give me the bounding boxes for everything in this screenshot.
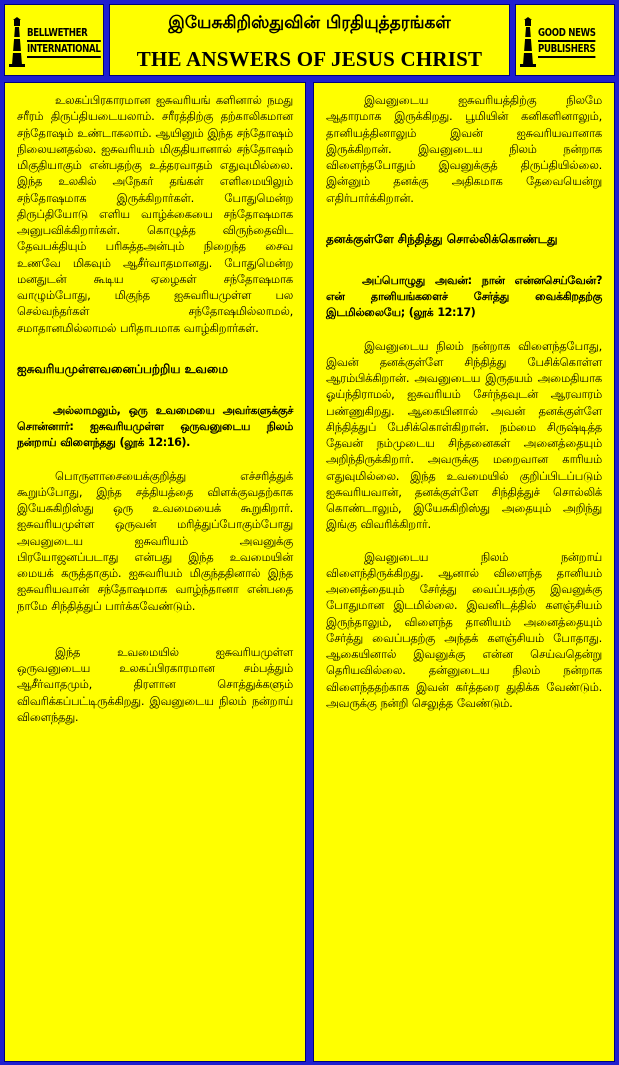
title-tamil: இயேசுகிறிஸ்துவின் பிரதியுத்தரங்கள்: [168, 13, 451, 33]
left-section-heading: ஐசுவரியமுள்ளவனைப்பற்றிய உவமை: [17, 361, 229, 376]
right-paragraph-1: இவனுடைய ஐசுவரியத்திற்கு நிலமே ஆதாரமாக இருக்கிறது. பூமியின் கனிகளினாலும், தானியத்தினாலும் இவன் ஐசுவரியவானாக இருக்கிறான். இவனுடைய நிலம் நன்றாக விளைந்தபோதும் இவனுக்குத் திருப்தியில்லை. இன்னும் தனக்கு அதிகமாக தேவையென்று எதிர்பார்க்கிறான்.: [326, 93, 602, 205]
lighthouse-icon: [520, 17, 536, 67]
title-english: THE ANSWERS OF JESUS CHRIST: [136, 47, 483, 71]
logo-right-line2: PUBLISHERS: [538, 42, 596, 58]
left-paragraph-3: இந்த உவமையில் ஐசுவரியமுள்ள ஒருவனுடைய உலகப்பிரகாரமான சம்பத்தும் ஆசீர்வாதமும், திரளான சொத்துக்களும் விவரிக்கப்பட்டிருக்கிறது. இவனுடைய நிலம் நன்றாய் விளைந்தது.: [17, 644, 293, 724]
logo-right-line1: GOOD NEWS: [538, 26, 596, 42]
left-paragraph-1: உலகப்பிரகாரமான ஐசுவரியங் களினால் நமது சரீரம் திருப்தியடையலாம். சரீரத்திற்கு தற்காலிகமான சந்தோஷம் உண்டாகலாம். ஆயினும் இந்த சந்தோஷம் நிலையனதல்ல. ஐசுவரியம் மிகுதியானால் சந்தோஷம் மிகுதியாகும் என்பதற்கு உத்தரவாதம் எதுவுமில்லை. இந்த உலகில் அநேகர் தங்கள் எளிமையிலும் சந்தோஷமாக இருக்கிறார்கள். போதுமென்ற திருப்தியோடு எளிய வாழ்க்கையை சந்தோஷமாக அனுபவிக்கிறார்கள். கொழுத்த விருந்தைவிட தேவபக்தியும் பரிசுத்தஅன்பும் நிறைந்த சைவ உணவே மிகவும் ஆசீர்வாதமானது. போதுமென்ற மனதுடன் கூடிய ஏழைகள் சந்தோஷமாக வாழும்போது, மிகுந்த ஐசுவரியமுள்ள பல செல்வந்தர்கள் சந்தோஷமில்லாமல், சமாதானமில்லாமல் பரிதாபமாக வாழ்கிறார்கள்.: [17, 93, 293, 335]
left-verse: அல்லாமலும், ஒரு உவமையை அவர்களுக்குச் சொன்னார்: ஐசுவரியமுள்ள ஒருவனுடைய நிலம் நன்றாய் விளைந்தது (லூக் 12:16).: [17, 403, 293, 450]
right-paragraph-2: இவனுடைய நிலம் நன்றாக விளைந்தபோது, இவன் தனக்குள்ளே சிந்தித்து பேசிக்கொள்ள ஆரம்பிக்கிறான். அவனுடைய இருதயம் அமைதியாக ஓய்ந்திராமல், ஐசுவரியம் சேர்ந்தவுடன் ஆரவாரம் பண்ணுகிறது. ஆகையினால் அவன் தனக்குள்ளே சிந்தித்துப் பேசிக்கொள்கிறான். நம்மை சிருஷ்டித்த தேவன் நம்முடைய சிந்தனைகள் அனைத்தையும் அறிந்திருக்கிறார். அவருக்கு மறைவான காரியம் எதுவுமில்லை. இந்த உவமையில் குறிப்பிடப்படும் ஐசுவரியவான், தனக்குள்ளே சிந்தித்துச் சொல்லிக் கொண்டாலும், இயேசுகிறிஸ்து அதையும் அறிந்து இங்கு விவரிக்கிறார்.: [326, 338, 602, 532]
lighthouse-icon: [9, 17, 25, 67]
left-column: [4, 82, 306, 1062]
logo-left-line2: INTERNATIONAL: [27, 42, 100, 58]
right-column: [313, 82, 615, 1062]
left-paragraph-2: பொருளாசையைக்குறித்து எச்சரித்துக் கூறும்போது, இந்த சத்தியத்தை விளக்குவதற்காக இயேசுகிறிஸ்து ஒரு உவமையைக் கூறுகிறார். ஐசுவரியமுள்ள ஒருவன் மரித்துப்போகும்போது அவனுடைய ஐசுவரியம் அவனுக்கு பிரயோஜனப்படாது என்பது இந்த உவமையின் மையக் கருத்தாகும். ஐசுவரியம் மிகுந்ததினால் இந்த ஐசுவரியவான் சந்தோஷமாக வாழ்ந்தானா என்பதை நாமே சிந்தித்துப் பார்க்கவேண்டும்.: [17, 468, 293, 613]
right-verse: அப்பொழுது அவன்: நான் என்னசெய்வேன்? என் தானியங்களைச் சேர்த்து வைக்கிறதற்கு இடமில்லையே; (லூக் 12:17): [326, 273, 602, 320]
right-section-heading: தனக்குள்ளே சிந்தித்து சொல்லிக்கொண்டது: [326, 231, 558, 246]
title-banner: [109, 4, 510, 76]
publisher-logo-right: [515, 4, 615, 76]
logo-left-line1: BELLWETHER: [27, 26, 100, 42]
right-paragraph-3: இவனுடைய நிலம் நன்றாய் விளைந்திருக்கிறது. ஆனால் விளைந்த தானியம் அனைத்தையும் சேர்த்து வைப்பதற்கு இவனுக்கு போதுமான இடமில்லை. இவனிடத்தில் களஞ்சியம் இருந்தாலும், விளைந்த தானியம் அனைத்தையும் சேர்த்து வைப்பதற்கு அந்தக் களஞ்சியம் போதாது. ஆகையினால் இவனுக்கு என்ன செய்வதென்று தெரியவில்லை. தன்னுடைய நிலம் நன்றாக விளைந்ததற்காக இவன் கர்த்தரை துதிக்க வேண்டும். அவருக்கு நன்றி செலுத்த வேண்டும்.: [326, 549, 602, 710]
logo-right-text: [538, 26, 596, 58]
logo-left-text: [27, 26, 100, 58]
publisher-logo-left: [4, 4, 104, 76]
